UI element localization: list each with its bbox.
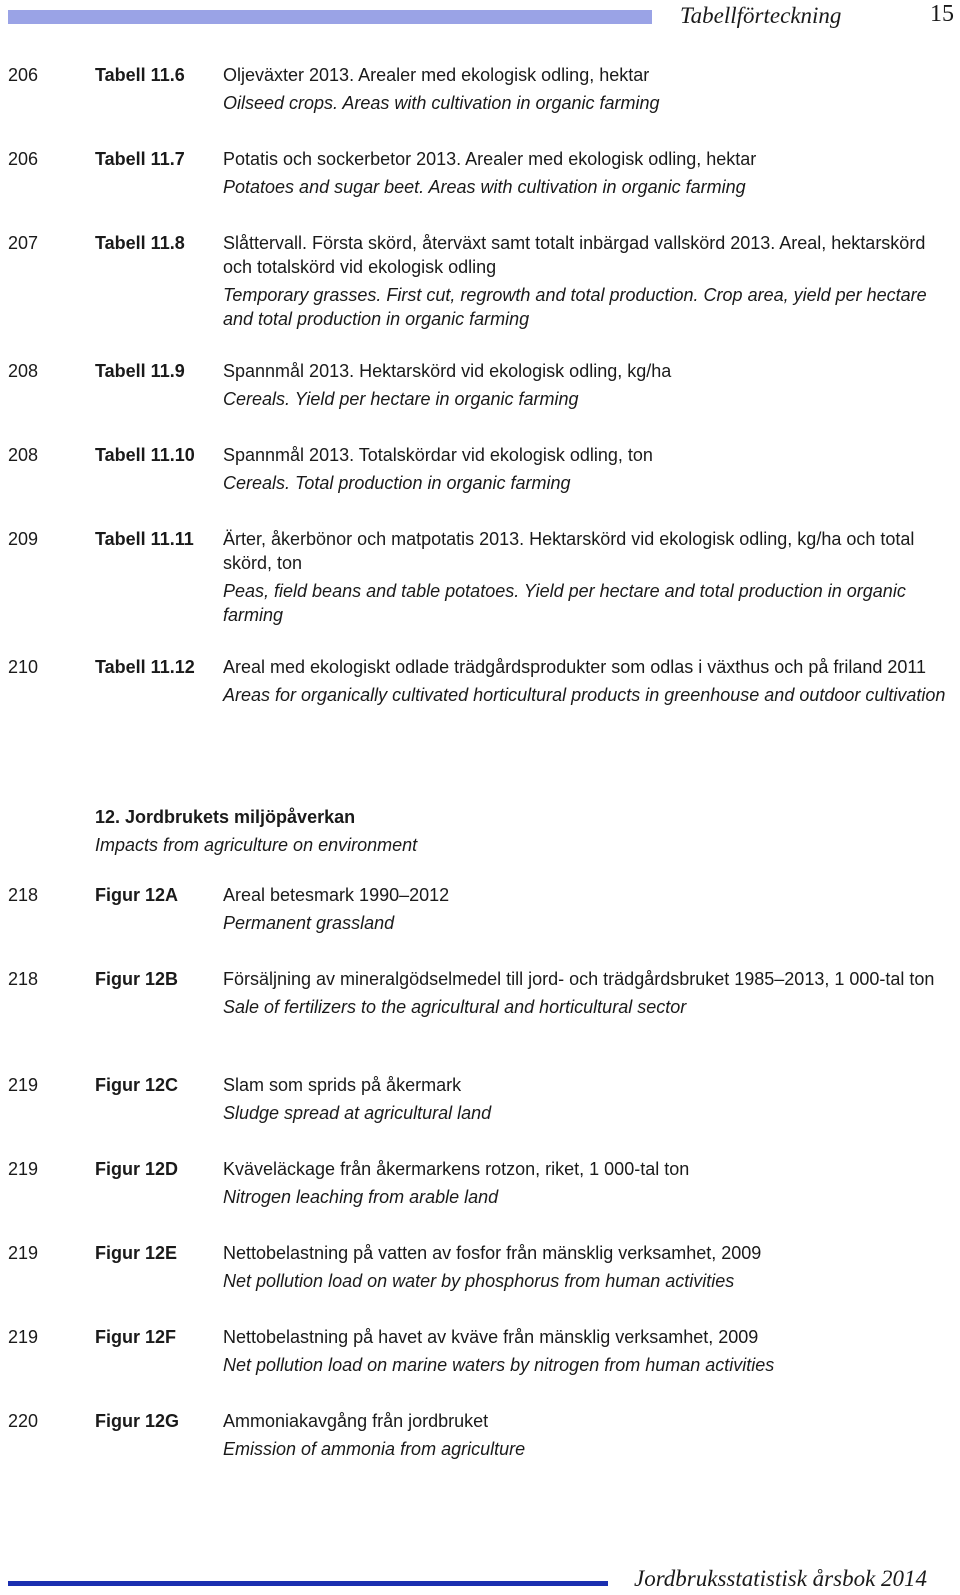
entry-title-sv: Areal med ekologiskt odlade trädgårdsprodukter som odlas i växthus och på friland 2011: [223, 657, 927, 677]
page-header: [0, 0, 960, 40]
entry-page: 206: [8, 149, 39, 169]
entry-label: Figur 12A: [95, 885, 179, 905]
section-heading: [95, 805, 695, 857]
entry-title-en: Net pollution load on marine waters by nitrogen from human activities: [223, 1355, 775, 1375]
entry-title-sv: Potatis och sockerbetor 2013. Arealer med ekologisk odling, hektar: [223, 149, 757, 169]
entry-title-en: Sludge spread at agricultural land: [223, 1103, 492, 1123]
entry-title-sv: Slåttervall. Första skörd, återväxt samt totalt inbärgad vallskörd 2013. Areal, hektarskörd och totalskörd vid ekologisk odling: [223, 233, 926, 277]
entry-page: 219: [8, 1159, 39, 1179]
section-subtitle: Impacts from agriculture on environment: [95, 835, 418, 855]
entry-page: 220: [8, 1411, 39, 1431]
entry-title-en: Permanent grassland: [223, 913, 395, 933]
entry-title-sv: Slam som sprids på åkermark: [223, 1075, 462, 1095]
entry-title-sv: Ärter, åkerbönor och matpotatis 2013. Hektarskörd vid ekologisk odling, kg/ha och total skörd, ton: [223, 529, 915, 573]
entry-page: 208: [8, 361, 39, 381]
entry-label: Figur 12B: [95, 969, 179, 989]
page-number: 15: [930, 1, 954, 27]
entry-page: 209: [8, 529, 39, 549]
entry-label: Tabell 11.12: [95, 657, 195, 677]
entry-label: Tabell 11.10: [95, 445, 195, 465]
entry-title-sv: Areal betesmark 1990–2012: [223, 885, 450, 905]
entry-label: Figur 12C: [95, 1075, 179, 1095]
entry-label: Figur 12D: [95, 1159, 179, 1179]
entry-title-en: Net pollution load on water by phosphorus from human activities: [223, 1271, 735, 1291]
entry-page: 210: [8, 657, 39, 677]
footer-title: Jordbruksstatistisk årsbok 2014: [634, 1566, 928, 1591]
footer-decor-line: [8, 1581, 608, 1586]
entry-title-en: Sale of fertilizers to the agricultural and horticultural sector: [223, 997, 687, 1017]
entry-page: 207: [8, 233, 39, 253]
entry-title-en: Cereals. Yield per hectare in organic farming: [223, 389, 579, 409]
entry-label: Tabell 11.7: [95, 149, 185, 169]
header-decor-bar: [8, 10, 652, 24]
entry-title-sv: Kväveläckage från åkermarkens rotzon, riket, 1 000-tal ton: [223, 1159, 690, 1179]
entry-title-sv: Spannmål 2013. Totalskördar vid ekologisk odling, ton: [223, 445, 653, 465]
entry-title-en: Oilseed crops. Areas with cultivation in organic farming: [223, 93, 660, 113]
page-footer: [0, 1566, 960, 1595]
entry-label: Tabell 11.9: [95, 361, 185, 381]
header-title: Tabellförteckning: [680, 3, 842, 28]
entry-title-sv: Oljeväxter 2013. Arealer med ekologisk odling, hektar: [223, 65, 650, 85]
entry-title-en: Temporary grasses. First cut, regrowth and total production. Crop area, yield per hectare and total production in organic farming: [223, 285, 927, 329]
entry-title-en: Potatoes and sugar beet. Areas with cultivation in organic farming: [223, 177, 746, 197]
entry-page: 218: [8, 885, 39, 905]
entry-page: 206: [8, 65, 39, 85]
entry-title-en: Peas, field beans and table potatoes. Yield per hectare and total production in organic farming: [223, 581, 906, 625]
entry-label: Tabell 11.11: [95, 529, 194, 549]
entry-page: 219: [8, 1075, 39, 1095]
section-title: 12. Jordbrukets miljöpåverkan: [95, 807, 356, 827]
entry-title-en: Emission of ammonia from agriculture: [223, 1439, 526, 1459]
entry-title-sv: Försäljning av mineralgödselmedel till jord- och trädgårdsbruket 1985–2013, 1 000-tal ton: [223, 969, 935, 989]
entry-title-en: Nitrogen leaching from arable land: [223, 1187, 499, 1207]
entry-label: Figur 12F: [95, 1327, 177, 1347]
entry-label: Figur 12E: [95, 1243, 178, 1263]
entry-page: 208: [8, 445, 39, 465]
entry-title-sv: Ammoniakavgång från jordbruket: [223, 1411, 489, 1431]
entry-title-en: Areas for organically cultivated horticultural products in greenhouse and outdoor cultivation: [223, 685, 946, 705]
entry-page: 219: [8, 1243, 39, 1263]
entry-label: Figur 12G: [95, 1411, 180, 1431]
entry-page: 218: [8, 969, 39, 989]
entry-title-en: Cereals. Total production in organic farming: [223, 473, 571, 493]
entry-title-sv: Nettobelastning på havet av kväve från mänsklig verksamhet, 2009: [223, 1327, 759, 1347]
entry-title-sv: Nettobelastning på vatten av fosfor från mänsklig verksamhet, 2009: [223, 1243, 762, 1263]
entry-title-sv: Spannmål 2013. Hektarskörd vid ekologisk odling, kg/ha: [223, 361, 672, 381]
entry-label: Tabell 11.8: [95, 233, 185, 253]
entry-label: Tabell 11.6: [95, 65, 185, 85]
entry-page: 219: [8, 1327, 39, 1347]
